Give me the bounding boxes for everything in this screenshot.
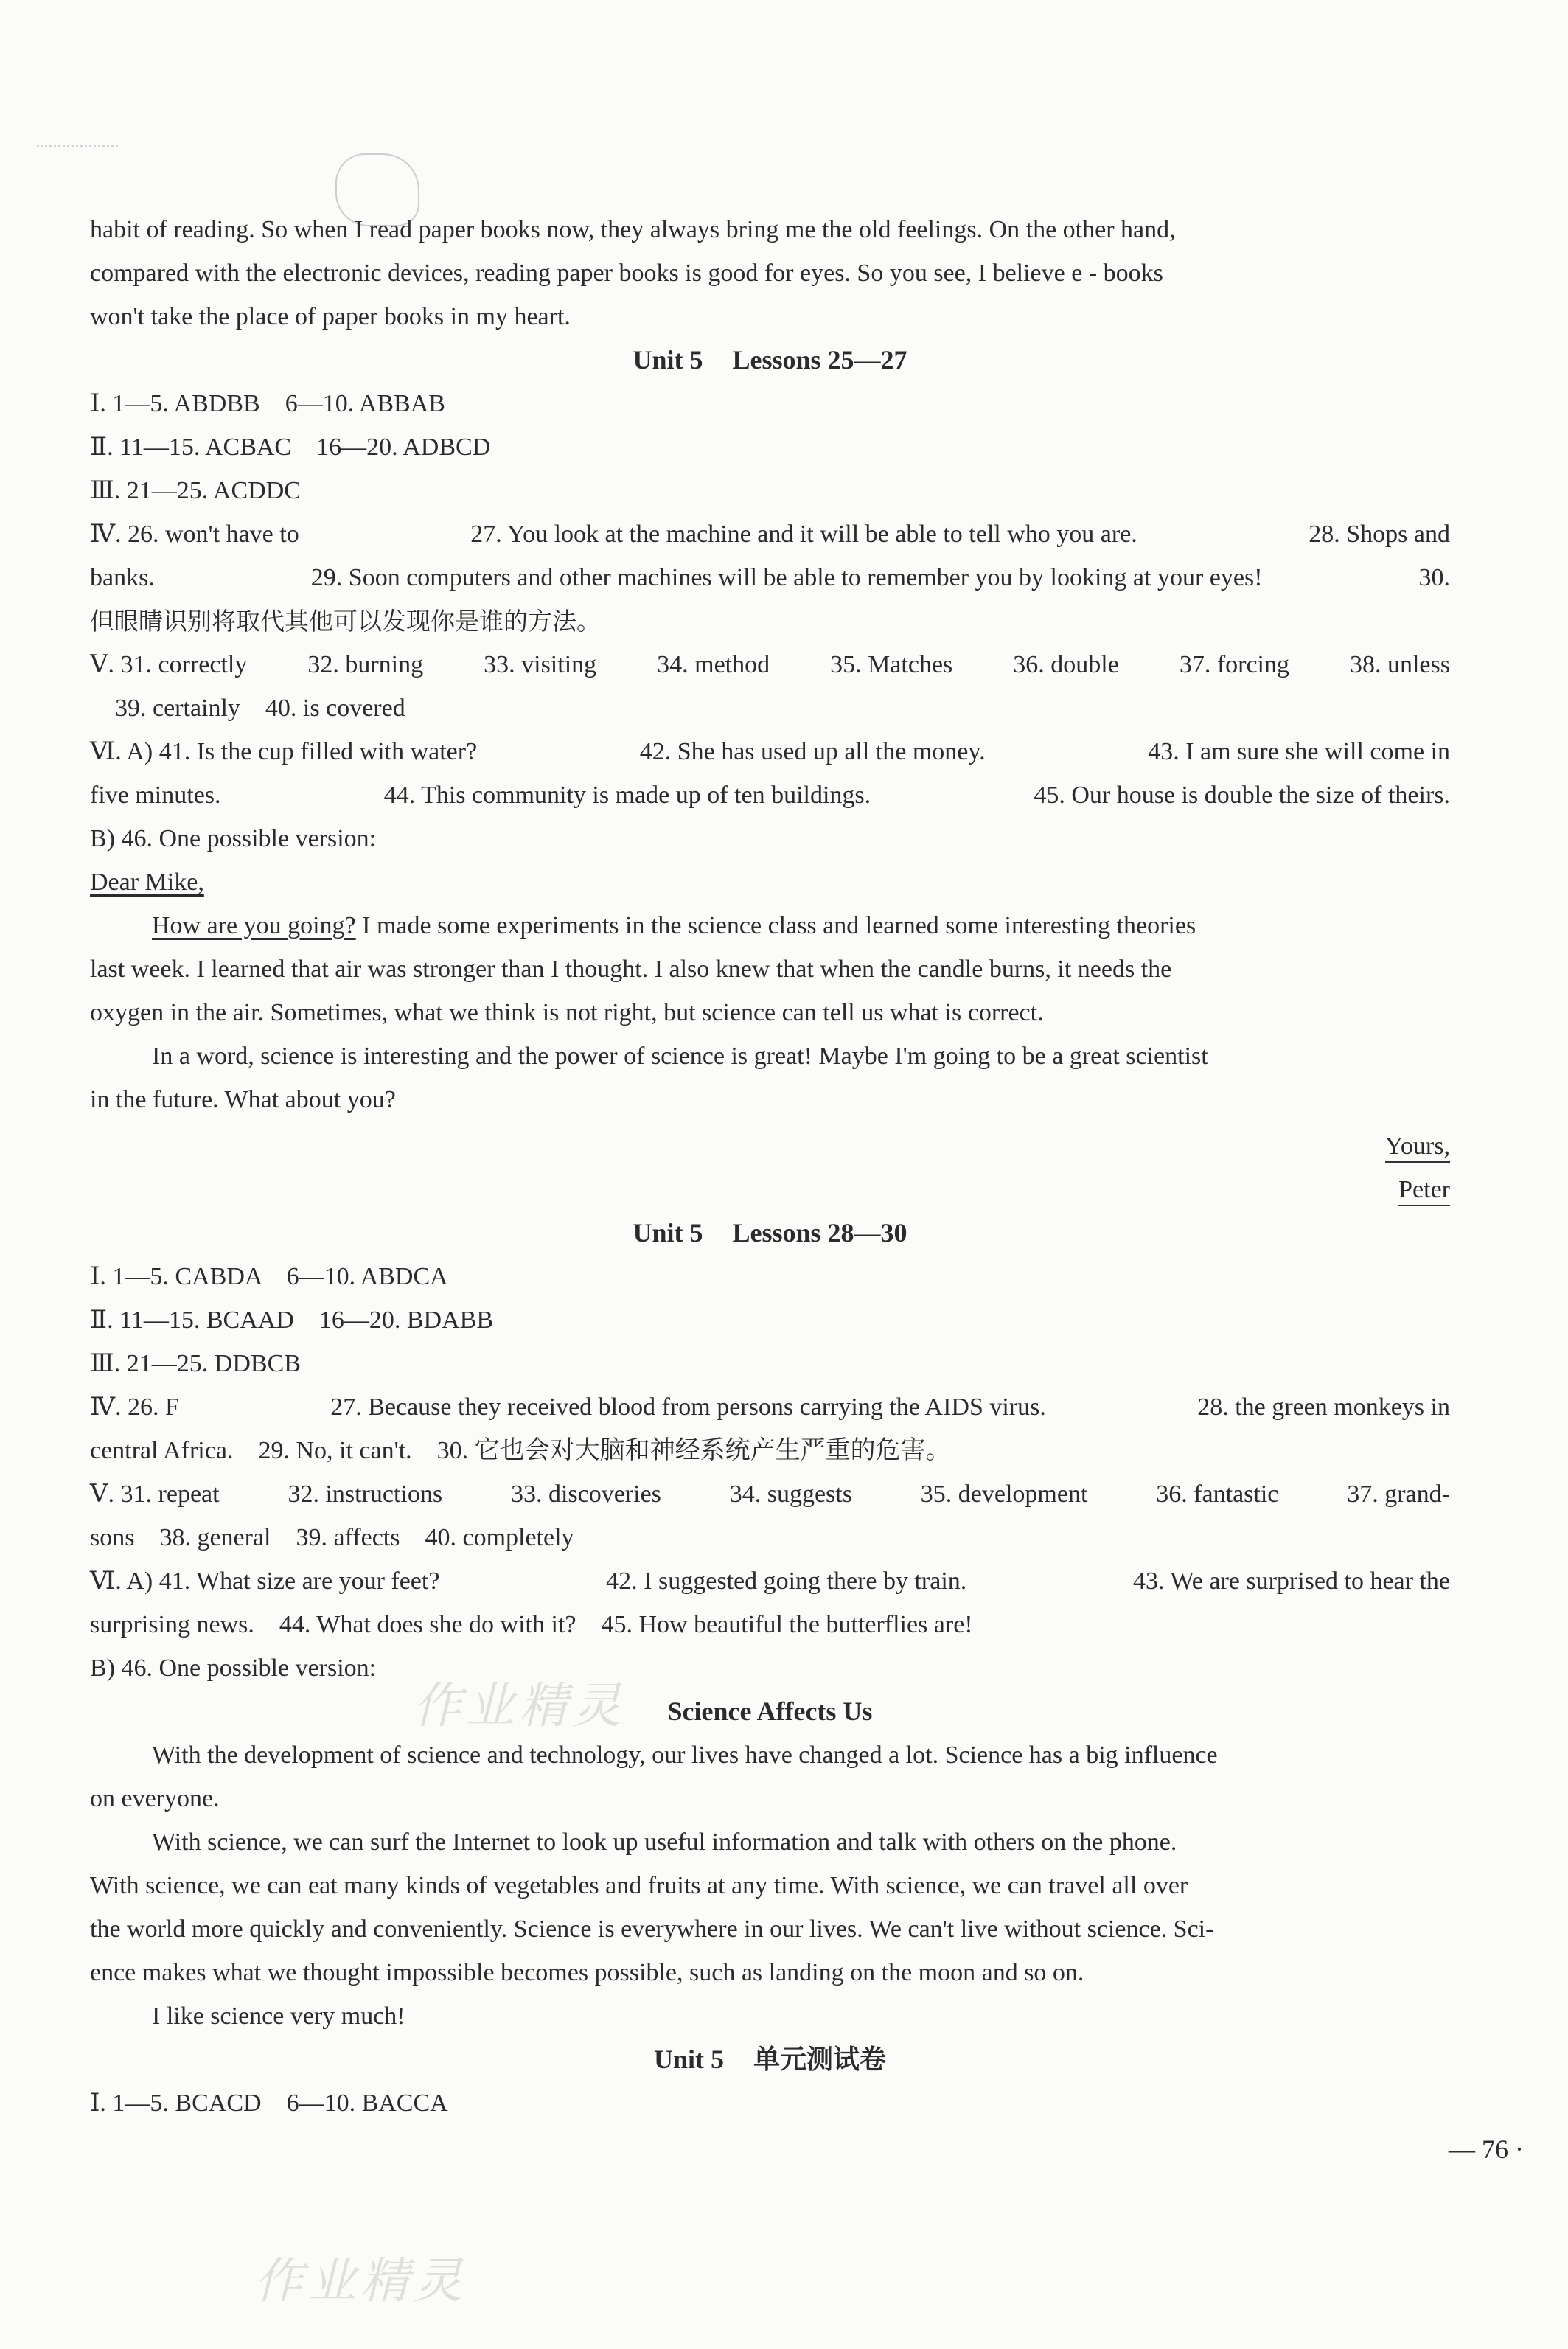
- essay-line: With science, we can eat many kinds of vegetables and fruits at any time. With science, we can travel all over: [90, 1872, 1188, 1899]
- essay-title: Science Affects Us: [667, 1696, 873, 1726]
- answer-item: 33. discoveries: [510, 1480, 661, 1508]
- lessons-label: Lessons 25—27: [732, 345, 907, 375]
- answer-line: [90, 1559, 1450, 1603]
- answer-line: [90, 730, 1450, 773]
- letter-line: in the future. What about you?: [90, 1086, 396, 1113]
- answer-item: Ⅵ. A) 41. What size are your feet?: [90, 1567, 440, 1595]
- section-heading: [90, 2038, 1450, 2081]
- version-label: B) 46. One possible version:: [90, 1654, 377, 1682]
- closing-text: Yours,: [1385, 1132, 1450, 1163]
- answer-item: 44. This community is made up of ten buildings.: [383, 782, 871, 809]
- letter-line: [90, 904, 1450, 947]
- answer-line: Ⅲ. 21—25. DDBCB: [90, 1350, 301, 1377]
- answer-line: Ⅰ. 1—5. BCACD 6—10. BACCA: [90, 2089, 448, 2117]
- answer-item: 37. grand-: [1347, 1480, 1450, 1508]
- answer-item: 28. Shops and: [1309, 521, 1450, 548]
- answer-item: 32. instructions: [288, 1480, 443, 1508]
- signature-text: Peter: [1398, 1176, 1450, 1206]
- unit-label: Unit 5: [633, 345, 703, 375]
- answer-line: [90, 773, 1450, 817]
- translation-line: 但眼睛识别将取代其他可以发现你是谁的方法。: [90, 607, 601, 636]
- test-title: 单元测试卷: [753, 2044, 887, 2075]
- unit-label: Unit 5: [653, 2044, 724, 2074]
- essay-line: ence makes what we thought impossible becomes possible, such as landing on the moon and so on.: [90, 1959, 1084, 1986]
- answer-item: 36. double: [1013, 651, 1119, 678]
- essay-line: on everyone.: [90, 1785, 220, 1812]
- decorative-dots: [37, 145, 118, 150]
- essay-line: the world more quickly and conveniently. Science is everywhere in our lives. We can't live without science. Sci-: [90, 1915, 1214, 1943]
- answer-item: 29. Soon computers and other machines will be able to remember you by looking at your eyes!: [310, 564, 1263, 591]
- letter-closing: [90, 1124, 1450, 1168]
- answer-item: Ⅳ. 26. F: [90, 1393, 179, 1421]
- answer-item: 42. She has used up all the money.: [639, 738, 986, 765]
- answer-item: 42. I suggested going there by train.: [606, 1567, 967, 1595]
- answer-line: sons 38. general 39. affects 40. completely: [90, 1524, 574, 1551]
- version-label: B) 46. One possible version:: [90, 825, 377, 852]
- essay-line: With the development of science and technology, our lives have changed a lot. Science has a big influence: [152, 1741, 1218, 1769]
- page-number: — 76 ·: [1449, 2134, 1524, 2164]
- answer-item: Ⅳ. 26. won't have to: [90, 521, 299, 548]
- answer-item: 34. suggests: [729, 1480, 852, 1508]
- answer-line: Ⅱ. 11—15. ACBAC 16—20. ADBCD: [90, 434, 491, 461]
- letter-line: last week. I learned that air was stronger than I thought. I also knew that when the candle burns, it needs the: [90, 956, 1172, 983]
- answer-line: [90, 643, 1450, 686]
- section-heading: [90, 338, 1450, 382]
- answer-line: Ⅰ. 1—5. CABDA 6—10. ABDCA: [90, 1263, 448, 1290]
- letter-line: oxygen in the air. Sometimes, what we think is not right, but science can tell us what is correct.: [90, 999, 1044, 1026]
- answer-line: [90, 556, 1450, 599]
- lessons-label: Lessons 28—30: [732, 1218, 907, 1247]
- answer-item: 27. You look at the machine and it will be able to tell who you are.: [470, 521, 1137, 548]
- answer-item: 35. Matches: [830, 651, 953, 678]
- answer-item: 36. fantastic: [1156, 1480, 1279, 1508]
- essay-line: With science, we can surf the Internet to look up useful information and talk with others on the phone.: [152, 1828, 1177, 1856]
- watermark: 作业精灵: [254, 2252, 467, 2309]
- letter-text: I made some experiments in the science class and learned some interesting theories: [362, 912, 1196, 939]
- answer-item: 32. burning: [307, 651, 424, 678]
- answer-page: [90, 208, 1450, 2125]
- answer-item: 43. I am sure she will come in: [1148, 738, 1450, 765]
- answer-item: 27. Because they received blood from persons carrying the AIDS virus.: [330, 1393, 1046, 1421]
- letter-greeting: Dear Mike,: [90, 869, 204, 896]
- answer-item: Ⅴ. 31. correctly: [90, 651, 248, 678]
- answer-line: Ⅱ. 11—15. BCAAD 16—20. BDABB: [90, 1306, 494, 1334]
- watermark: 作业精灵: [413, 1677, 625, 1734]
- answer-line: [90, 512, 1450, 556]
- answer-item: 34. method: [657, 651, 770, 678]
- answer-item: banks.: [90, 564, 155, 591]
- answer-line: surprising news. 44. What does she do with it? 45. How beautiful the butterflies are!: [90, 1611, 973, 1638]
- answer-line: [90, 1472, 1450, 1516]
- letter-line: In a word, science is interesting and the power of science is great! Maybe I'm going to be a great scientist: [152, 1043, 1208, 1070]
- intro-line: won't take the place of paper books in my heart.: [90, 303, 571, 330]
- answer-item: Ⅵ. A) 41. Is the cup filled with water?: [90, 738, 478, 765]
- letter-opening: How are you going?: [152, 912, 356, 939]
- letter-signature: [90, 1168, 1450, 1211]
- answer-line: 39. certainly 40. is covered: [115, 695, 405, 722]
- answer-line: central Africa. 29. No, it can't. 30. 它也会对大脑和神经系统产生严重的危害。: [90, 1437, 951, 1464]
- intro-line: compared with the electronic devices, reading paper books is good for eyes. So you see, I believe e - books: [90, 260, 1163, 287]
- essay-line: I like science very much!: [152, 2002, 405, 2030]
- answer-line: Ⅰ. 1—5. ABDBB 6—10. ABBAB: [90, 390, 445, 417]
- section-heading: [90, 1211, 1450, 1255]
- answer-item: Ⅴ. 31. repeat: [90, 1480, 220, 1508]
- answer-item: 38. unless: [1349, 651, 1450, 678]
- answer-item: five minutes.: [90, 782, 221, 809]
- answer-item: 35. development: [920, 1480, 1088, 1508]
- answer-item: 37. forcing: [1179, 651, 1289, 678]
- intro-line: habit of reading. So when I read paper books now, they always bring me the old feelings. On the other hand,: [90, 216, 1176, 243]
- answer-line: [90, 1385, 1450, 1429]
- answer-item: 30.: [1418, 564, 1450, 591]
- answer-item: 45. Our house is double the size of theirs.: [1034, 782, 1450, 809]
- answer-item: 33. visiting: [484, 651, 597, 678]
- unit-label: Unit 5: [633, 1218, 703, 1247]
- answer-item: 43. We are surprised to hear the: [1133, 1567, 1450, 1595]
- answer-line: Ⅲ. 21—25. ACDDC: [90, 477, 301, 504]
- answer-item: 28. the green monkeys in: [1197, 1393, 1450, 1421]
